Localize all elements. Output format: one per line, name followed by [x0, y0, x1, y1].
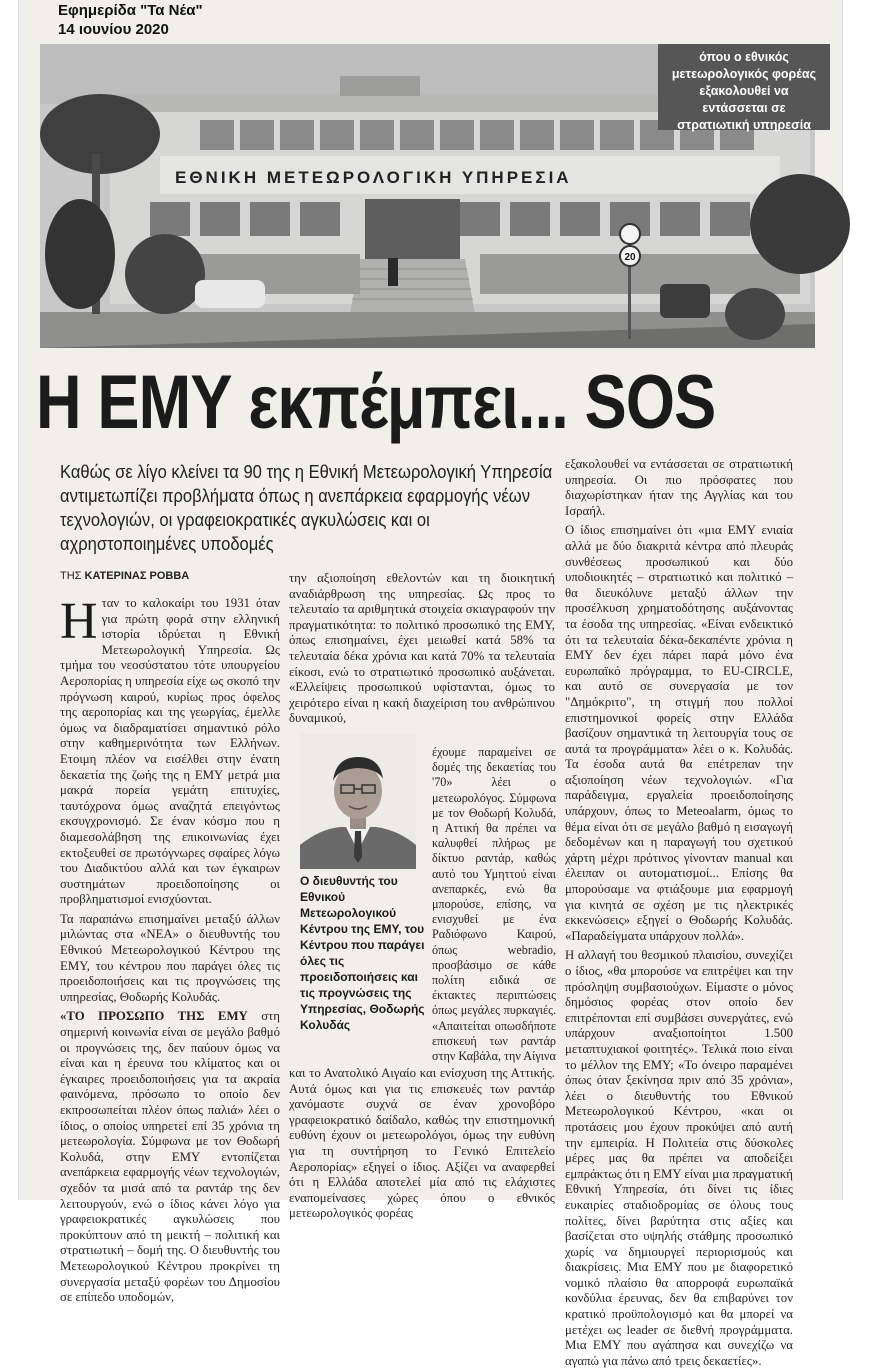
article-paragraph: Τα παραπάνω επισημαίνει μεταξύ άλλων μιλώντας στα «ΝΕΑ» ο διευθυντής του Εθνικού Μετεωρολογικού Κέντρου της ΕΜΥ, του κέντρου που παράγει όλες τις προειδοποιήσεις και τις προγνώσεις της υπηρεσίας, Θοδωρής Κολυδάς. [60, 911, 280, 1004]
byline-author: ΚΑΤΕΡΙΝΑΣ ΡΟΒΒΑ [84, 570, 190, 582]
article-paragraph: έχουμε παραμείνει σε δομές της δεκαετίας του '70» λέει ο μετεωρολόγος. Σύμφωνα με τον Θοδωρή Κολυδά, η Αττική θα πρέπει να καλυφθεί πλήρως με δίκτυο ραντάρ, καθώς αυτό του Υμηττού είναι ανεπαρκές, ενώ θα μπορούσε, επίσης, να ενισχυθεί με ένα Ραδιόφωνο Καιρού, όπως webradio, προσβάσιμο σε κάθε πολίτη ειδικά σε έκτακτες περιπτώσεις όπως μεγάλες πυρκαγιές. «Απαιτείται οπωσδήποτε επισκευή των ραντάρ στην Καβάλα, την Αίγινα [432, 745, 556, 1064]
article-paragraph [60, 1009, 280, 1305]
paragraph-text: ταν το καλοκαίρι του 1931 όταν για πρώτη φορά στην ελληνική ιστορία ιδρύεται η Εθνική Μετεωρολογική Υπηρεσία. Ως τμήμα του νεοσύστατου τότε υπουργείου Αεροπορίας η υπηρεσία είχε ως σκοπό την πρόγνωση καιρού, κυρίως προς όφελος της αεροπορίας και της γεωργίας, έμελλε όμως να διαδραματίσει σημαντικό ρόλο στην καθημερινότητα των Ελλήνων. Ετοιμη πλέον να εισέλθει στην ένατη δεκαετία της ζωής της η ΕΜΥ μετρά μια μακρά πορεία γεμάτη επιτυχίες, ταυτόχρονα όμως αναζητά επειγόντως εκσυγχρονισμό. Σε έναν κόσμο που η διαμεσολάβηση της επικοινωνίας έχει εκτοξευθεί σε πρωτόγνωρες σφαίρες λόγω του Διαδικτύου αλλά και των έγκαιρων συστημάτων προειδοποίησης οι προβληματισμοί ενισχύονται. [60, 596, 280, 907]
speed-limit-sign: 20 [624, 252, 636, 263]
paragraph-text: στη σημερινή κοινωνία είναι σε μεγάλο βαθμό οι προγνώσεις της, δεν παύουν όμως να είναι και η έρευνα του κλίματος και οι έγκαιρες προειδοποιήσεις για τα ακραία φαινόμενα, πρόσωπο το οποίο δεν εκπροσωπείται πλέον όπως παλιά» λέει ο ίδιος, ο οποίος υπηρετεί επί 35 χρόνια τη μετεωρολογία. Σύμφωνα με τον Θοδωρή Κολυδά, στην ΕΜΥ εντοπίζεται ανεπάρκεια εφαρμογής νέων τεχνολογιών, σχεδόν τα μισά από τα ραντάρ της δεν λειτουργούν, ενώ ο ίδιος κάνει λόγο για γραφειοκρατικές αγκυλώσεις που προκύπτουν από τη μεικτή – πολιτική και στρατιωτική – δομή της. Ο διευθυντής του Μετεωρολογικού Κέντρου προκρίνει τη συνεργασία μεταξύ φορέων του Δημοσίου σε επίπεδο υποδομών, [60, 1009, 280, 1305]
director-portrait [300, 733, 416, 869]
article-paragraph: Η αλλαγή του θεσμικού πλαισίου, συνεχίζει ο ίδιος, «θα μπορούσε να επιτρέψει και την πρόσληψη συμβασιούχων. Είμαστε ο μόνος δημόσιος φορέας στον οποίο δεν επιτρέπονται επί συμβάσει συνεργάτες, ενώ υπάρχουν αναξιοποίητοι 1.500 μεταπτυχιακοί φοιτητές». Τελικά ποιο είναι το μέλλον της ΕΜΥ; «Το όνειρο παραμένει όπως όταν ξεκίνησα πριν από 35 χρόνια», λέει ο διευθυντής του Εθνικού Μετεωρολογικού Κέντρου, «και οι προτάσεις μου έχουν προκύψει από αυτή την εμπειρία. Η Πολιτεία στις δύσκολες μέρες μας θα πρέπει να αποδείξει εμπράκτως ότι η ΕΜΥ είναι μια πραγματική Εθνική Υπηρεσία, ότι δίνει τις ίδιες ευκαιρίες σταδιοδρομίας σε όλους τους πολίτες, δίνει βαρύτητα στις αξίες και βασίζεται στο υψηλής στάθμης προσωπικό χωρίς να δημιουργεί περιορισμούς και διακρίσεις. Μια ΕΜΥ που με διαφορετικό νομικό πλαίσιο θα απορροφά ευρωπαϊκά κονδύλια έρευνας, δεν θα επιβαρύνει τον κρατικό προϋπολογισμό και θα μπορεί να μετέχει ως leader σε διεθνή προγράμματα. Μια ΕΜΥ που αγάπησα και συνεχίζω να αγαπώ για πάνω από τρεις δεκαετίες». [565, 948, 793, 1368]
article-column-2-top [289, 571, 555, 743]
byline [60, 569, 189, 583]
paragraph-lead-in: «ΤΟ ΠΡΟΣΩΠΟ ΤΗΣ ΕΜΥ [60, 1009, 248, 1024]
article-column-2-bottom [289, 1066, 555, 1221]
article-column-2-side [432, 745, 556, 1064]
building-photo [40, 44, 815, 348]
article-column-3 [565, 457, 793, 1368]
article-lede: Καθώς σε λίγο κλείνει τα 90 της η Εθνική Μετεωρολογική Υπηρεσία αντιμετωπίζει προβλήματα όπως η ανεπάρκεια εφαρμογής νέων τεχνολογιών, οι γραφειοκρατικές αγκυλώσεις και οι αχρηστοποιημένες υποδομές [60, 462, 553, 554]
article-paragraph: Ο ίδιος επισημαίνει ότι «μια ΕΜΥ ενιαία αλλά με δύο διακριτά κέντρα από πλευράς συνθέσεως προσωπικού και δύο υποδιοικητές – στρατιωτικό και πολιτικό – θα διευκόλυνε μεταξύ άλλων την προσέλκυση χρηματοδότησης αυξάνοντας τα έσοδα της υπηρεσίας. «Είναι ενδεικτικό ότι τα τελευταία δέκα-δεκαπέντε χρόνια η ΕΜΥ δεν έχει πάρει παρά μόνο ένα ευρωπαϊκό πρόγραμμα, το EU-CIRCLE, και αυτό σε συνεργασία με τον "Δημόκριτο", τη στιγμή που πολλοί επιστημονικοί φορείς στην Ελλάδα βασίζουν σημαντικά τη λειτουργία τους σε αυτά τα προγράμματα» λέει ο κ. Κολυδάς. Τα έσοδα αυτά θα επέτρεπαν την αξιοποίηση νέων τεχνολογιών. «Για παράδειγμα, εργαλεία προειδοποίησης υπάρχουν, όπως το Meteoalarm, όμως το θέμα είναι ότι σε μεγάλο βαθμό η εισαγωγή δεδομένων και η παραγωγή του σχετικού χάρτη μέχρι πρότινος γίνονταν manual και έλειπαν οι αυτοματισμοί... Επίσης θα μπορούσαμε να φτιάξουμε μια εφαρμογή για κινητά σε σχέση με τις ηλεκτρικές εκκενώσεις» εξηγεί ο Θοδωρής Κολυδάς. «Παραδείγματα υπάρχουν πολλά». [565, 523, 793, 943]
article-paragraph: εξακολουθεί να εντάσσεται σε στρατιωτική υπηρεσία. Οι πιο πρόσφατες που διαχωρίστηκαν ήταν της Αγγλίας και του Ισραήλ. [565, 457, 793, 518]
article-paragraph: και το Ανατολικό Αιγαίο και ενίσχυση της Αττικής. Αυτά όμως και για τις επισκευές των ραντάρ χανόμαστε συχνά σε έναν χρονοβόρο γραφειοκρατικό δαίδαλο, καθώς την επιστημονική ευθύνη έχουν οι μετεωρολόγοι, όμως την ευθύνη για τη συντήρηση το Γενικό Επιτελείο Αεροπορίας» εξηγεί ο ίδιος. Αξίζει να αναφερθεί ότι η Ελλάδα αποτελεί μία από τις ελάχιστες εναπομείνασες χώρες όπου ο εθνικός μετεωρολογικός φορέας [289, 1066, 555, 1221]
publication-date: 14 ιουνίου 2020 [58, 21, 169, 38]
article-paragraph [60, 593, 280, 908]
byline-prefix: ΤΗΣ [60, 570, 82, 582]
photo-caption: όπου ο εθνικός μετεωρολογικός φορέας εξακολουθεί να εντάσσεται σε στρατιωτική υπηρεσία [658, 44, 830, 130]
article-headline: Η ΕΜΥ εκπέμπει... SOS [36, 360, 716, 445]
portrait-image [300, 733, 416, 869]
building-sign-text: ΕΘΝΙΚΗ ΜΕΤΕΩΡΟΛΟΓΙΚΗ ΥΠΗΡΕΣΙΑ [175, 168, 572, 187]
portrait-caption: Ο διευθυντής του Εθνικού Μετεωρολογικού Κέντρου της ΕΜΥ, του Κέντρου που παράγει όλες τις προειδοποιήσεις και τις προγνώσεις της Υπηρεσίας, Θοδωρής Κολυδάς [300, 874, 425, 1032]
article-paragraph: την αξιοποίηση εθελοντών και τη διοικητική αναδιάρθρωση της υπηρεσίας. Ως προς το τελευταίο τα αριθμητικά στοιχεία σκιαγραφούν την πραγματικότητα: το πολιτικό προσωπικό της ΕΜΥ, όπως επισημαίνει, έχει μειωθεί κατά 58% τα τελευταία δέκα χρόνια και κατά 70% τα τελευταία είκοσι, ενώ το στρατιωτικό προσωπικό αυξάνεται. «Ελλείψεις προσωπικού υφίστανται, όμως το χειρότερο είναι η κακή διαχείριση του ανθρώπινου δυναμικού, [289, 571, 555, 726]
article-column-1 [60, 593, 280, 1305]
drop-cap: Η [60, 593, 98, 650]
newspaper-source: Εφημερίδα "Τα Νέα" [58, 2, 203, 19]
